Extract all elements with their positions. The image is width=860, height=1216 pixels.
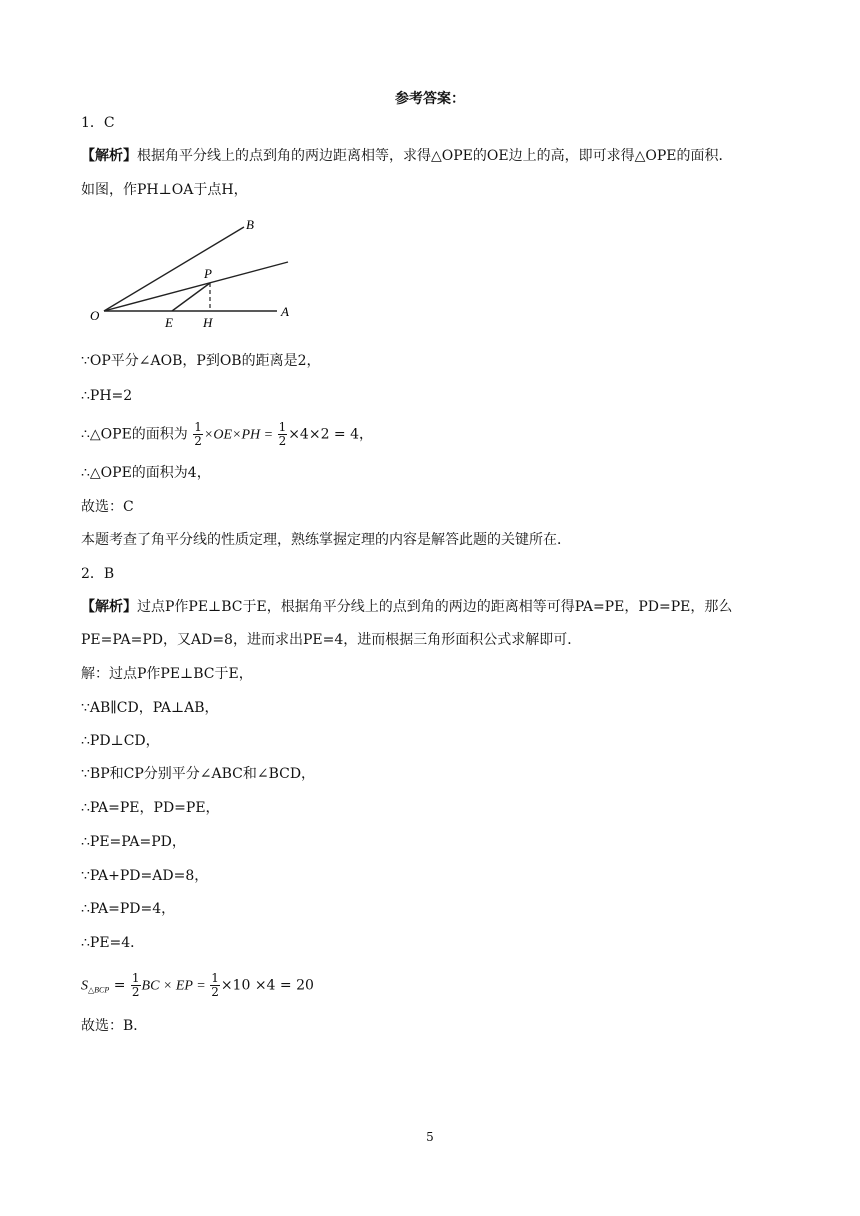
area-subscript: △BCP (88, 985, 110, 995)
fraction-one-half: $\frac{1}{2}$ (131, 971, 140, 999)
q2-step3: ∴PD⊥CD， (81, 733, 160, 749)
page-number: 5 (426, 1130, 434, 1144)
q1-step5: ∴△OPE的面积为4， (81, 465, 211, 481)
q1-answer: 故选：C (81, 499, 134, 515)
q2-number: 2．B (81, 566, 115, 582)
q2-analysis-line2: PE=PA=PD，又AD=8，进而求出PE=4，进而根据三角形面积公式求解即可． (81, 632, 582, 648)
q2-area-formula: $S_{\triangle BCP}$ = $\frac{1}{2}$ BC × EP = $\frac{1}{2}$ ×10 ×4 = 20 (81, 971, 314, 999)
fraction-one-half: $\frac{1}{2}$ (278, 420, 287, 448)
label-P: P (204, 266, 212, 281)
q2-step9: ∴PE=4． (81, 935, 145, 951)
label-B: B (246, 217, 254, 232)
q1-summary: 本题考查了角平分线的性质定理，熟练掌握定理的内容是解答此题的关键所在． (81, 532, 571, 548)
answer-title: 参考答案： (395, 91, 465, 107)
label-O: O (90, 308, 100, 323)
q1-step1: 如图，作PH⊥OA于点H， (81, 182, 248, 198)
q1-step4-prefix: ∴△OPE的面积为 (81, 426, 188, 443)
q2-step7: ∵PA+PD=AD=8， (81, 868, 209, 884)
q2-analysis-tag: 【解析】 (81, 599, 137, 615)
q2-step2: ∵AB∥CD，PA⊥AB， (81, 700, 219, 716)
q2-step6: ∴PE=PA=PD， (81, 834, 186, 850)
q2-step1: 解：过点P作PE⊥BC于E， (81, 666, 253, 682)
q1-number: 1．C (81, 115, 115, 131)
label-E: E (165, 315, 173, 330)
ray-OB (104, 227, 244, 311)
ray-OP (104, 262, 288, 311)
q2-step5: ∴PA=PE，PD=PE， (81, 800, 220, 816)
q1-step3: ∴PH=2 (81, 388, 133, 404)
q1-analysis-text: 根据角平分线上的点到角的两边距离相等，求得△OPE的OE边上的高，即可求得△OPE的面积． (137, 148, 733, 164)
q1-step4-expr2: ×4×2 = 4 (288, 426, 360, 443)
q1-step4-expr: ×OE×PH = (203, 427, 277, 443)
q2-answer: 故选：B． (81, 1018, 148, 1034)
q1-step4: ∴△OPE的面积为 $\frac{1}{2}$ ×OE×PH = $\frac{1}{2}$ ×4×2 = 4， (81, 420, 374, 448)
q2-analysis-line1 (81, 597, 732, 617)
q1-analysis-tag: 【解析】 (81, 148, 137, 164)
q1-analysis (81, 146, 732, 166)
label-A: A (281, 304, 289, 319)
q2-step8: ∴PA=PD=4， (81, 901, 176, 917)
angle-bisector-diagram (84, 212, 304, 334)
fraction-one-half: $\frac{1}{2}$ (194, 420, 202, 448)
q2-analysis-text1: 过点P作PE⊥BC于E，根据角平分线上的点到角的两边的距离相等可得PA=PE，PD=PE，那么 (137, 599, 733, 615)
label-H: H (203, 315, 213, 330)
fraction-one-half: $\frac{1}{2}$ (211, 971, 219, 999)
q1-step2: ∵OP平分∠AOB，P到OB的距离是2， (81, 353, 321, 369)
q2-step4: ∵BP和CP分别平分∠ABC和∠BCD， (81, 766, 316, 782)
